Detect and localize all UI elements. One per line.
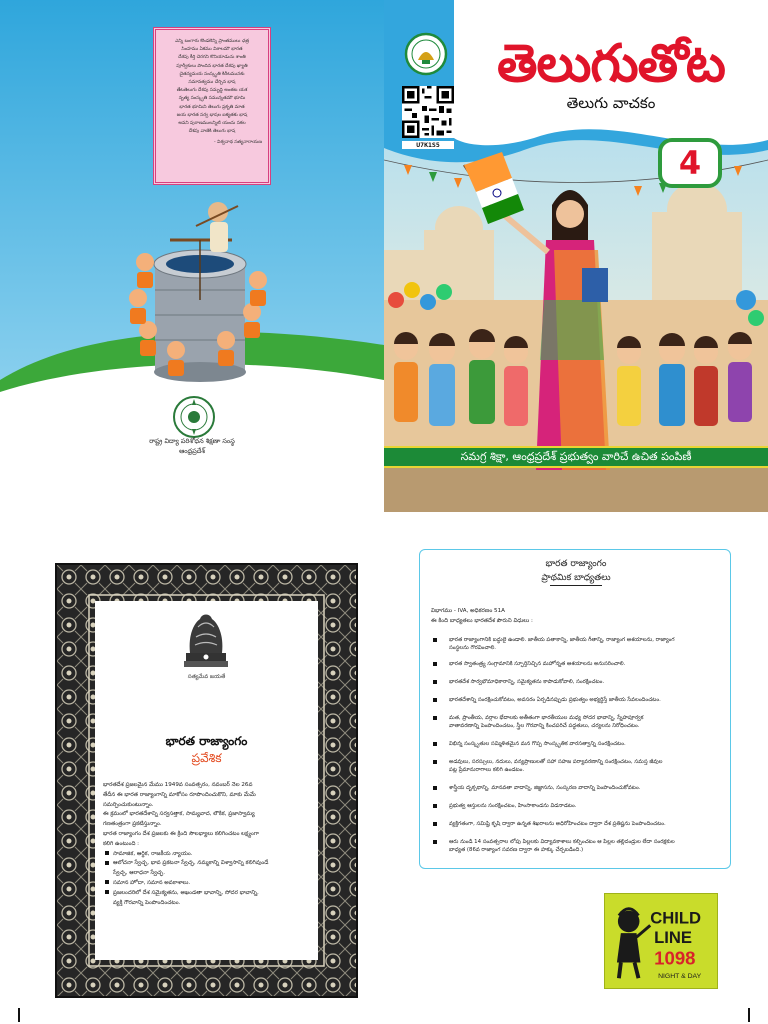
bullet-square-icon	[433, 786, 437, 790]
scert-org-name: రాష్ట్ర విద్యా పరిశోధన శిక్షణా సంస్థ	[149, 437, 235, 445]
preamble-bullet-text: సామాజిక, ఆర్థిక, రాజకీయ న్యాయం.	[113, 850, 193, 857]
poem-line: సింహము ఏకము విశాలమౌ భారత	[181, 47, 243, 53]
duty-text-line: భారత రాజ్యాంగానికి బద్ధులై ఉండాలి. జాతీయ పతాకాన్ని, జాతీయ గీతాన్ని, రాజ్యాంగ ఆశయాలను, రాజ్యాంగ	[449, 637, 675, 643]
bullet-icon	[105, 861, 109, 865]
poem-line: ఎన్ని బంగారు కొండలెన్ని ప్రాంతములు ఛత్ర	[175, 39, 249, 44]
poem-line: భారత భూమిని తెలుగు ప్రకృతి మాత	[179, 104, 245, 110]
duty-text-line: ప్రభుత్వ ఆస్తులను సంరక్షించటం, హింసాకాండను విడనాడటం.	[449, 803, 577, 809]
preamble-paragraph-line: కలిగి ఉంటుంది :	[103, 840, 140, 847]
duty-text-line: భారతదేశ సార్వభౌమాధికారాన్ని, సమైక్యతను కాపాడుకోవాలి, సంరక్షించటం.	[449, 679, 605, 685]
class-number: 4	[678, 144, 702, 182]
preamble-bullet	[103, 879, 315, 889]
duties-intro: ఈ కింది బాధ్యతలు భారతదేశ పౌరుని విధులు :	[431, 618, 533, 624]
bullet-square-icon	[433, 680, 437, 684]
poem-line: పూర్వీకులు పొందిన భారత దేశపు ఖ్యాతి	[176, 63, 248, 69]
bullet-square-icon	[433, 698, 437, 702]
duty-text-line: విభిన్న సంస్కృతుల సమ్మిళితమైన మన గొప్ప సాంస్కృతిక వారసత్వాన్ని సంరక్షించటం.	[449, 741, 626, 747]
duty-item	[433, 660, 725, 668]
back-cover	[0, 0, 384, 512]
duties-list	[433, 636, 725, 864]
preamble-bullet-text: సమాన హోదా, సమాన అవకాశాలు.	[113, 879, 191, 886]
bullet-square-icon	[433, 742, 437, 746]
preamble-paragraphs	[103, 781, 315, 850]
preamble-paragraph-line: సమర్పించుకుంటున్నాం.	[103, 801, 154, 808]
preamble-page	[55, 563, 358, 998]
qr-code-label: U7K1S5	[402, 141, 454, 149]
bullet-square-icon	[433, 760, 437, 764]
preamble-subtitle: ప్రవేశిక	[191, 751, 222, 765]
duty-text-line: మత, ప్రాంతీయ, వర్గాల భేదాలకు అతీతంగా భారతీయుల మధ్య సోదర భావాన్ని, స్నేహపూర్వక	[449, 715, 644, 721]
trim-mark-right	[748, 1008, 750, 1022]
duty-item	[433, 820, 725, 828]
bullet-square-icon	[433, 638, 437, 642]
poem-line: దేశపు వాణికి తెలుగు భాష	[188, 129, 236, 135]
childline-tagline: NIGHT & DAY	[658, 973, 702, 981]
bullet-icon	[105, 890, 109, 894]
duties-underline	[550, 585, 602, 586]
front-cover	[384, 0, 768, 512]
duty-item	[433, 678, 725, 686]
preamble-content	[95, 601, 318, 960]
childline-name-line2: LINE	[654, 927, 693, 947]
duty-text-line: వ్యక్తిగతంగా, సమిష్టి కృషి ద్వారా ఉన్నత శిఖరాలను అధిరోహించటం ద్వారా దేశ ప్రతిష్టను పెంపొందించటం.	[449, 821, 666, 827]
duties-subtitle: ప్రాథమిక బాధ్యతలు	[541, 573, 611, 583]
duty-item	[433, 838, 725, 854]
preamble-paragraph-line: తేదీన ఈ భారత రాజ్యాంగాన్ని మాకోసం రూపొందించుకొని, మాకు మేమే	[103, 791, 256, 798]
bullet-icon	[105, 851, 109, 855]
preamble-bullet-text: ఆలోచనా స్వేచ్ఛ, భావ ప్రకటనా స్వేచ్ఛ, నమ్మకాన్ని విశ్వాసాన్ని కలిగివుండే	[113, 860, 269, 867]
bullet-square-icon	[433, 822, 437, 826]
preamble-title: భారత రాజ్యాంగం	[165, 734, 248, 748]
duties-article: విభాగము - IVA, అధికరణం 51A	[431, 608, 506, 614]
preamble-paragraph-line: ఈ క్రమంలో భారతదేశాన్ని సర్వసత్తాక, సామ్యవాద, లౌకిక, ప్రజాస్వామ్య	[103, 811, 255, 818]
ashoka-emblem-icon	[180, 605, 232, 671]
book-subtitle: తెలుగు వాచకం	[566, 94, 656, 112]
duty-item	[433, 784, 725, 792]
childline-name-line1: CHILD	[650, 908, 702, 928]
emblem-motto: సత్యమేవ జయతే	[187, 674, 226, 680]
duty-text-line: శాస్త్రీయ దృక్పథాన్ని, మానవతా వాదాన్ని, జిజ్ఞాసను, సంస్కరణ వాదాన్ని పెంపొందించుకోవటం.	[449, 785, 641, 791]
preamble-bullet	[103, 889, 315, 899]
poem-line: దేశపు కీర్తి చెరగని కొనియాడుచు శాంతి	[178, 55, 246, 61]
bullet-square-icon	[433, 804, 437, 808]
duty-text-line: భారత స్వాతంత్ర్య సంగ్రామానికి స్ఫూర్తినిచ్చిన మహోన్నత ఆశయాలను అనుసరించాలి.	[449, 661, 626, 667]
duty-item	[433, 714, 725, 730]
duty-text-line: సంస్థలను గౌరవించాలి.	[449, 645, 496, 651]
duty-text-line: బాధ్యత (86వ రాజ్యాంగ సవరణ ద్వారా ఈ హక్కు చేర్చబడింది.)	[449, 847, 584, 853]
poem-line: జయ భారత సర్వ భాషల ఐక్యతకు భాష	[176, 112, 248, 118]
poem-author: - విశ్వనాథ సత్యనారాయణ	[213, 140, 262, 146]
duty-text-line: ఆరు నుండి 14 సంవత్సరాల లోపు పిల్లలకు విద్యావకాశాలు కల్పించటం ఆ పిల్లల తల్లిదండ్రుల లేదా సంరక్షకుల	[449, 839, 675, 845]
bullet-square-icon	[433, 840, 437, 844]
ap-govt-emblem-icon	[404, 32, 448, 76]
bullet-icon	[105, 880, 109, 884]
preamble-paragraph-line: గణతంత్రంగా ప్రకటిస్తున్నాం.	[103, 821, 162, 828]
trim-mark-left	[18, 1008, 20, 1022]
fundamental-duties-page	[419, 549, 731, 869]
duty-item	[433, 802, 725, 810]
qr-code-icon[interactable]	[402, 86, 454, 138]
duty-item	[433, 696, 725, 704]
scert-logo-icon	[172, 395, 216, 439]
preamble-bullet-continuation: వ్యక్తి గౌరవాన్ని పెంపొందించటం.	[113, 899, 181, 906]
poem-line: సమానత్వము చేర్చిన భాష	[188, 80, 236, 86]
poem-line: చైతన్యమయ సంస్కృతి కిరీటమునకు	[179, 71, 245, 77]
duty-item	[433, 758, 725, 774]
bullet-square-icon	[433, 662, 437, 666]
preamble-body	[103, 781, 315, 908]
preamble-bullet	[103, 850, 315, 860]
preamble-bullet-continuation: స్వేచ్ఛ, ఆరాధనా స్వేచ్ఛ.	[113, 870, 165, 877]
duty-item	[433, 740, 725, 748]
poem-lines	[162, 38, 262, 136]
duty-text-line: వాతావరణాన్ని పెంపొందించటం, స్త్రీల గౌరవాన్ని కించపరిచే పద్ధతులు, చర్యలను నిరోధించటం.	[449, 723, 640, 729]
childline-number: 1098	[654, 947, 696, 969]
poem-line: నృత్య సంస్కృతి సమున్నతమౌ భూమి	[178, 96, 246, 102]
poem-box	[153, 27, 271, 185]
free-distribution-banner: సమగ్ర శిక్షా, ఆంధ్రప్రదేశ్ ప్రభుత్వం వారిచే ఉచిత పంపిణీ	[384, 446, 768, 468]
book-title: తెలుగుతోట	[497, 34, 725, 94]
duties-title: భారత రాజ్యాంగం	[545, 559, 607, 569]
duty-text-line: భారతదేశాన్ని సంరక్షించుకోవటం, అవసరం ఏర్పడినప్పుడు ప్రభుత్వం అభ్యర్థిస్తే జాతీయ సేవలందించటం.	[449, 697, 661, 703]
scert-org-state: ఆంధ్రప్రదేశ్	[179, 447, 205, 455]
preamble-paragraph-line: భారత రాజ్యాంగం దేశ ప్రజలకు ఈ క్రింది సౌలభ్యాలు కలిగించటం లక్ష్యంగా	[103, 830, 259, 837]
duty-text-line: అడవులు, సరస్సులు, నదులు, వన్యప్రాణులతో సహా సహజ పర్యావరణాన్ని సంరక్షించటం, సమస్త జీవుల	[449, 759, 663, 765]
duty-item	[433, 636, 725, 652]
poem-line: తేటతెలుగు దేశపు సమృద్ధి అంతట యశ	[176, 88, 248, 94]
preamble-paragraph-line: భారతదేశ ప్రజలమైన మేము 1949వ సంవత్సరం, నవంబర్ నెల 26వ	[103, 782, 253, 788]
preamble-bullets	[103, 850, 315, 909]
childline-logo	[604, 893, 718, 989]
preamble-bullet-text: ప్రజలందరిలో దేశ సమైక్యతను, అఖండతా భావాన్ని, సోదర భావాన్ని,	[113, 889, 259, 896]
poem-line: అవని పురాణములన్నిటి యందు సకల	[178, 121, 246, 127]
preamble-bullet	[103, 859, 315, 869]
duty-text-line: పట్ల ప్రేమానురాగాలు కలిగి ఉండటం.	[449, 767, 525, 773]
bullet-square-icon	[433, 716, 437, 720]
